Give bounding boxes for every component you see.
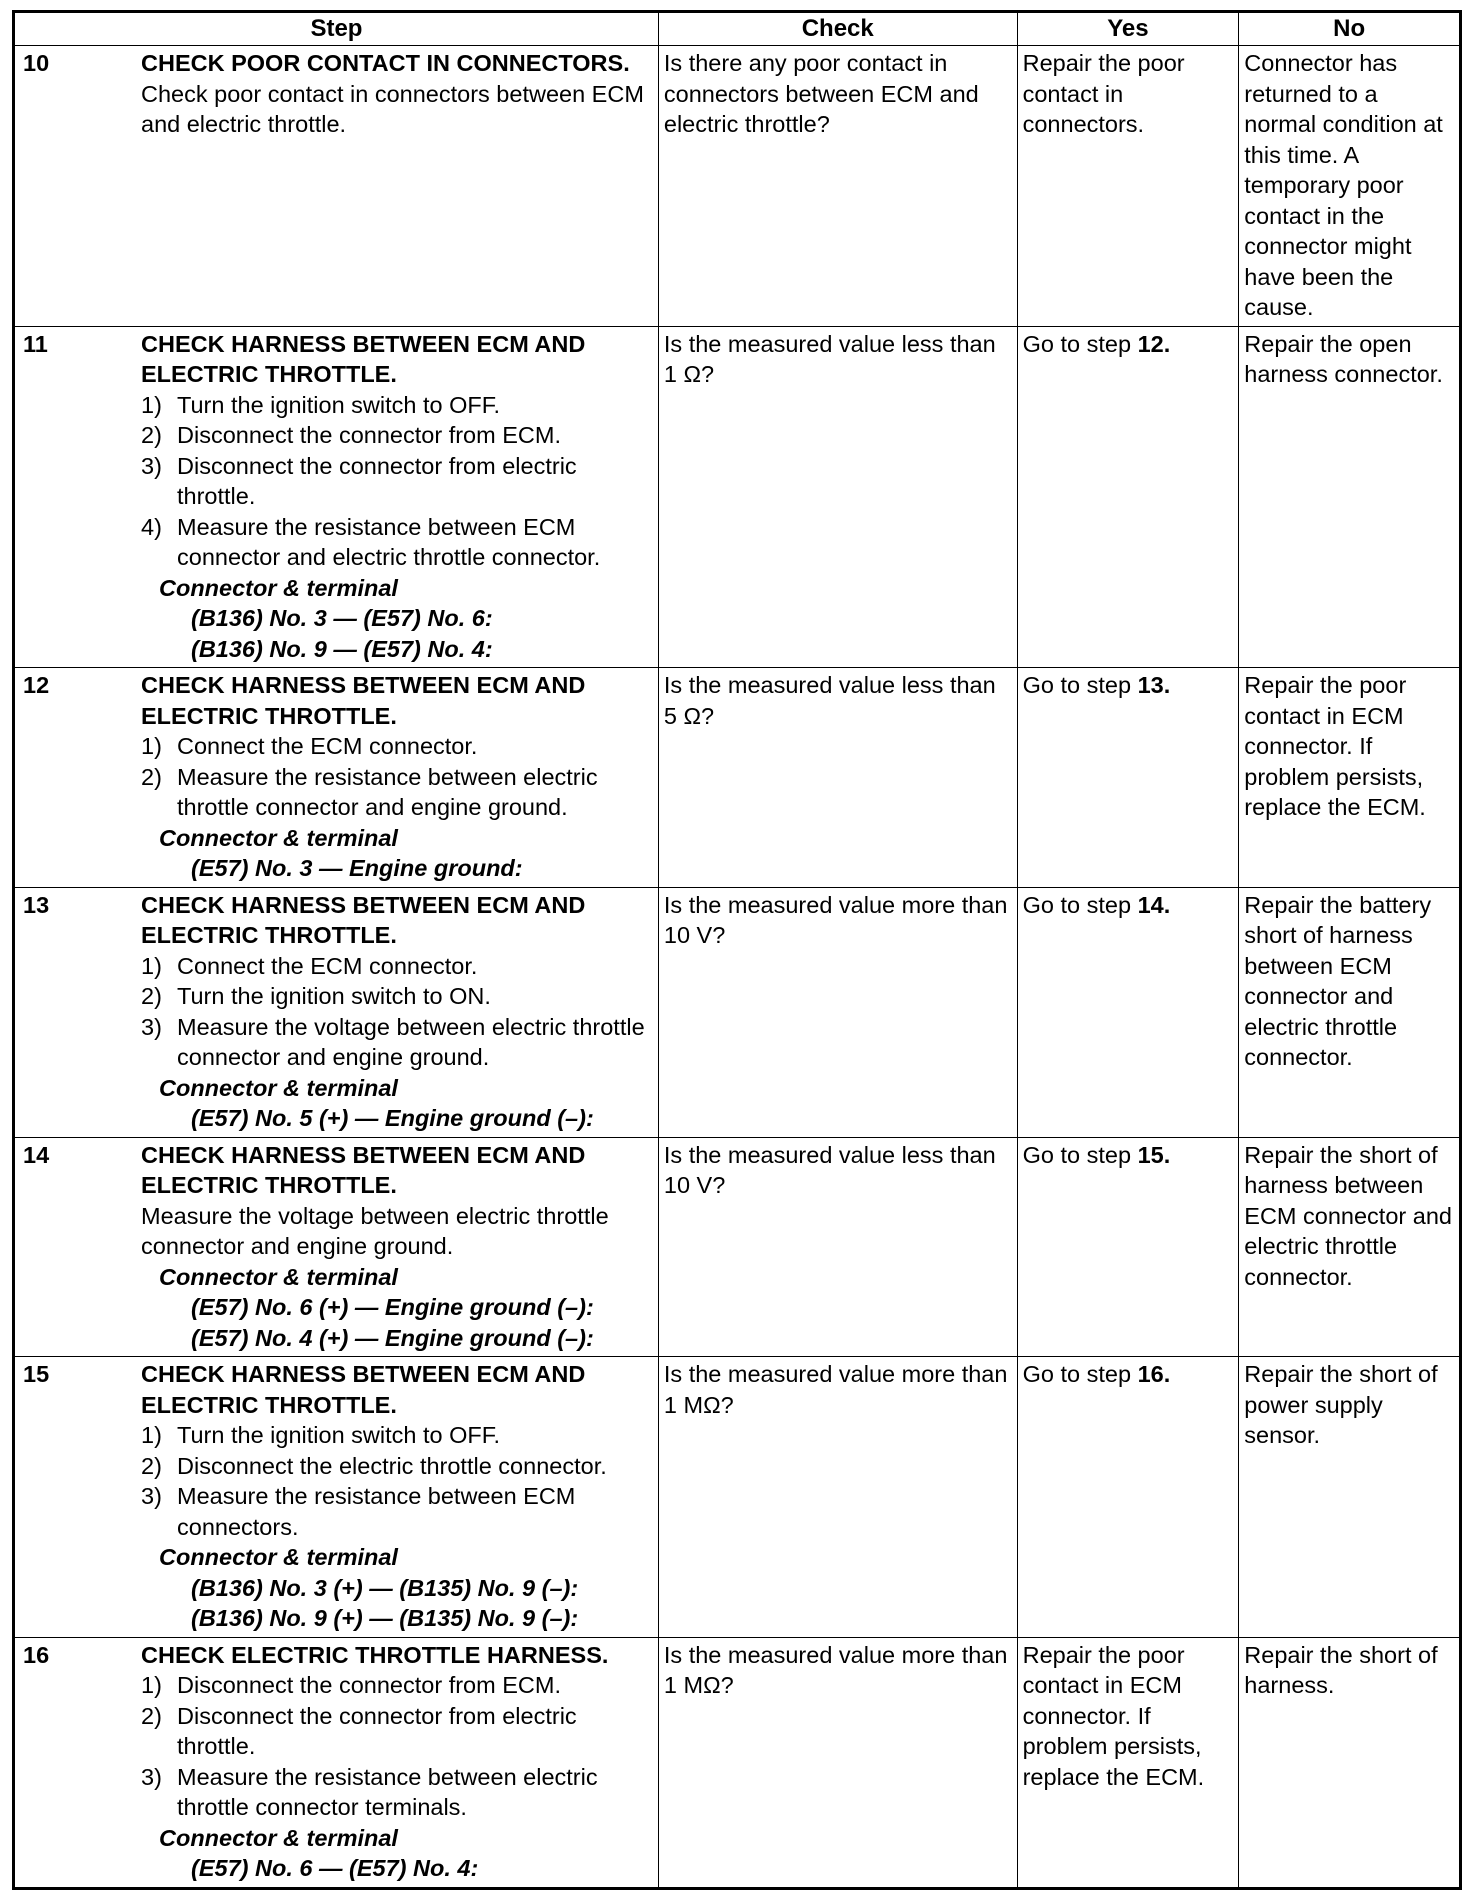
step-number: 11: [23, 330, 48, 357]
check-cell: [658, 1637, 1017, 1888]
step-number: 15: [23, 1361, 50, 1387]
connector-terminal-label: Connector & terminal: [159, 1544, 398, 1570]
sub-step-text: Measure the resistance between electric throttle connector terminals.: [177, 1763, 598, 1820]
table-row: [14, 1137, 1461, 1357]
sub-step-number: 2): [141, 1702, 162, 1729]
check-question: Is the measured value more than 10 V?: [663, 891, 1008, 948]
sub-step-text: Turn the ignition switch to OFF.: [177, 391, 501, 418]
step-cell: [14, 668, 659, 888]
header-yes: Yes: [1017, 12, 1239, 46]
sub-step-text: Measure the resistance between electric throttle connector and engine ground.: [177, 763, 598, 820]
yes-text: Go to step: [1022, 330, 1138, 357]
sub-step: [141, 1481, 649, 1542]
sub-step-text: Disconnect the connector from ECM.: [177, 422, 561, 448]
check-question: Is the measured value less than 1 Ω?: [663, 330, 996, 387]
table-row: [14, 326, 1461, 668]
check-question: Is the measured value more than 1 MΩ?: [663, 1641, 1008, 1698]
no-action: Connector has returned to a normal condition at this time. A temporary poor contact in the connector might have been the cause.: [1244, 50, 1443, 320]
yes-cell: [1017, 1137, 1239, 1357]
step-title: CHECK HARNESS BETWEEN ECM AND ELECTRIC THROTTLE.: [141, 1361, 586, 1418]
sub-step-text: Measure the resistance between ECM connectors.: [177, 1483, 576, 1540]
no-action: Repair the short of harness between ECM connector and electric throttle connector.: [1244, 1141, 1452, 1290]
yes-cell: [1017, 1357, 1239, 1638]
sub-step-text: Turn the ignition switch to ON.: [177, 983, 491, 1009]
diagnostic-procedure-table: [12, 10, 1462, 1890]
sub-step: [141, 390, 649, 421]
step-instruction: Measure the voltage between electric throttle connector and engine ground.: [141, 1202, 609, 1259]
step-cell: [14, 887, 659, 1137]
step-title: CHECK HARNESS BETWEEN ECM AND ELECTRIC THROTTLE.: [141, 1141, 586, 1198]
yes-text: Go to step: [1022, 891, 1138, 918]
sub-step-text: Measure the voltage between electric throttle connector and engine ground.: [177, 1013, 645, 1070]
yes-text: Go to step: [1022, 1361, 1138, 1387]
step-title: CHECK HARNESS BETWEEN ECM AND ELECTRIC THROTTLE.: [141, 891, 586, 948]
table-row: [14, 887, 1461, 1137]
sub-step: [141, 1762, 649, 1823]
step-title: CHECK HARNESS BETWEEN ECM AND ELECTRIC THROTTLE.: [141, 672, 586, 729]
sub-step-text: Disconnect the connector from electric throttle.: [177, 1702, 577, 1759]
no-cell: [1239, 46, 1461, 327]
sub-step: [141, 1012, 649, 1073]
sub-step-number: 1): [141, 1422, 162, 1448]
sub-step-number: 3): [141, 1483, 162, 1509]
step-cell: [14, 1137, 659, 1357]
sub-step-number: 3): [141, 452, 162, 479]
no-action: Repair the battery short of harness between ECM connector and electric throttle connector.: [1244, 891, 1432, 1070]
table-header-row: [14, 12, 1461, 46]
yes-text: Repair the poor contact in ECM connector. If problem persists, replace the ECM.: [1022, 1641, 1205, 1790]
step-number: 10: [23, 50, 50, 76]
step-title: CHECK HARNESS BETWEEN ECM AND ELECTRIC THROTTLE.: [141, 330, 586, 387]
no-action: Repair the open harness connector.: [1244, 330, 1443, 387]
sub-step-number: 2): [141, 422, 162, 448]
sub-step: [141, 1701, 649, 1762]
sub-step: [141, 762, 649, 823]
sub-step-number: 2): [141, 983, 162, 1009]
table-row: [14, 1637, 1461, 1888]
step-cell: [14, 1357, 659, 1638]
no-cell: [1239, 1637, 1461, 1888]
next-step-number: 15.: [1137, 1141, 1171, 1168]
sub-step: [141, 1451, 649, 1482]
yes-text: Repair the poor contact in connectors.: [1022, 50, 1185, 137]
sub-step-number: 4): [141, 513, 162, 540]
sub-step: [141, 731, 649, 762]
sub-step: [141, 420, 649, 451]
check-cell: [658, 1137, 1017, 1357]
connector-terminal-spec: (B136) No. 3 — (E57) No. 6:: [191, 605, 493, 631]
no-cell: [1239, 1357, 1461, 1638]
check-cell: [658, 46, 1017, 327]
connector-terminal-spec: (E57) No. 3 — Engine ground:: [191, 855, 523, 881]
sub-step-text: Disconnect the connector from electric throttle.: [177, 452, 577, 509]
connector-terminal-label: Connector & terminal: [159, 1074, 398, 1101]
connector-terminal-spec: (B136) No. 9 — (E57) No. 4:: [191, 635, 493, 662]
sub-step: [141, 512, 649, 573]
no-action: Repair the poor contact in ECM connector. If problem persists, replace the ECM.: [1244, 672, 1426, 820]
table-body: [14, 46, 1461, 1889]
sub-step: [141, 1670, 649, 1701]
connector-terminal-label: Connector & terminal: [159, 1263, 398, 1290]
next-step-number: 12.: [1137, 330, 1171, 357]
next-step-number: 13.: [1137, 672, 1171, 698]
connector-terminal-spec: (B136) No. 3 (+) — (B135) No. 9 (–):: [191, 1574, 579, 1601]
header-step: Step: [14, 12, 659, 46]
connector-terminal-label: Connector & terminal: [159, 824, 398, 851]
sub-step-text: Disconnect the electric throttle connector.: [177, 1452, 607, 1479]
check-cell: [658, 1357, 1017, 1638]
check-cell: [658, 887, 1017, 1137]
step-cell: [14, 46, 659, 327]
step-cell: [14, 326, 659, 668]
yes-cell: [1017, 326, 1239, 668]
no-cell: [1239, 1137, 1461, 1357]
sub-step: [141, 951, 649, 982]
yes-cell: [1017, 668, 1239, 888]
yes-cell: [1017, 1637, 1239, 1888]
sub-step-text: Connect the ECM connector.: [177, 952, 478, 979]
yes-cell: [1017, 887, 1239, 1137]
header-no: No: [1239, 12, 1461, 46]
connector-terminal-label: Connector & terminal: [159, 1824, 398, 1851]
sub-step-number: 3): [141, 1013, 162, 1040]
sub-step: [141, 451, 649, 512]
sub-step-text: Connect the ECM connector.: [177, 733, 478, 759]
no-cell: [1239, 326, 1461, 668]
step-number: 14: [23, 1141, 50, 1168]
next-step-number: 16.: [1137, 1361, 1171, 1387]
step-number: 13: [23, 891, 50, 918]
step-number: 12: [23, 672, 50, 698]
check-question: Is the measured value less than 10 V?: [663, 1141, 996, 1198]
check-cell: [658, 668, 1017, 888]
check-question: Is there any poor contact in connectors between ECM and electric throttle?: [663, 50, 979, 137]
sub-step-number: 2): [141, 1452, 162, 1479]
table-row: [14, 668, 1461, 888]
sub-step: [141, 981, 649, 1012]
yes-text: Go to step: [1022, 672, 1138, 698]
no-cell: [1239, 887, 1461, 1137]
connector-terminal-spec: (E57) No. 4 (+) — Engine ground (–):: [191, 1324, 594, 1351]
no-action: Repair the short of harness.: [1244, 1641, 1438, 1698]
sub-step: [141, 1420, 649, 1451]
sub-step-number: 1): [141, 391, 162, 418]
next-step-number: 14.: [1137, 891, 1171, 918]
connector-terminal-label: Connector & terminal: [159, 574, 398, 601]
step-instruction: Check poor contact in connectors between ECM and electric throttle.: [141, 80, 644, 137]
step-title: CHECK POOR CONTACT IN CONNECTORS.: [141, 50, 630, 76]
sub-step-text: Measure the resistance between ECM connector and electric throttle connector.: [177, 513, 601, 570]
header-check: Check: [658, 12, 1017, 46]
no-action: Repair the short of power supply sensor.: [1244, 1361, 1438, 1448]
no-cell: [1239, 668, 1461, 888]
check-cell: [658, 326, 1017, 668]
sub-step-number: 3): [141, 1763, 162, 1790]
sub-step-number: 1): [141, 952, 162, 979]
sub-step-text: Turn the ignition switch to OFF.: [177, 1422, 501, 1448]
connector-terminal-spec: (B136) No. 9 (+) — (B135) No. 9 (–):: [191, 1605, 579, 1631]
yes-cell: [1017, 46, 1239, 327]
step-number: 16: [23, 1641, 50, 1668]
yes-text: Go to step: [1022, 1141, 1138, 1168]
step-title: CHECK ELECTRIC THROTTLE HARNESS.: [141, 1641, 609, 1668]
table-row: [14, 46, 1461, 327]
check-question: Is the measured value more than 1 MΩ?: [663, 1361, 1008, 1418]
sub-step-number: 2): [141, 763, 162, 790]
sub-step-number: 1): [141, 1672, 162, 1698]
connector-terminal-spec: (E57) No. 6 — (E57) No. 4:: [191, 1855, 479, 1881]
step-cell: [14, 1637, 659, 1888]
sub-step-number: 1): [141, 733, 162, 759]
sub-step-text: Disconnect the connector from ECM.: [177, 1672, 561, 1698]
check-question: Is the measured value less than 5 Ω?: [663, 672, 996, 729]
table-row: [14, 1357, 1461, 1638]
connector-terminal-spec: (E57) No. 6 (+) — Engine ground (–):: [191, 1294, 594, 1320]
connector-terminal-spec: (E57) No. 5 (+) — Engine ground (–):: [191, 1105, 594, 1131]
